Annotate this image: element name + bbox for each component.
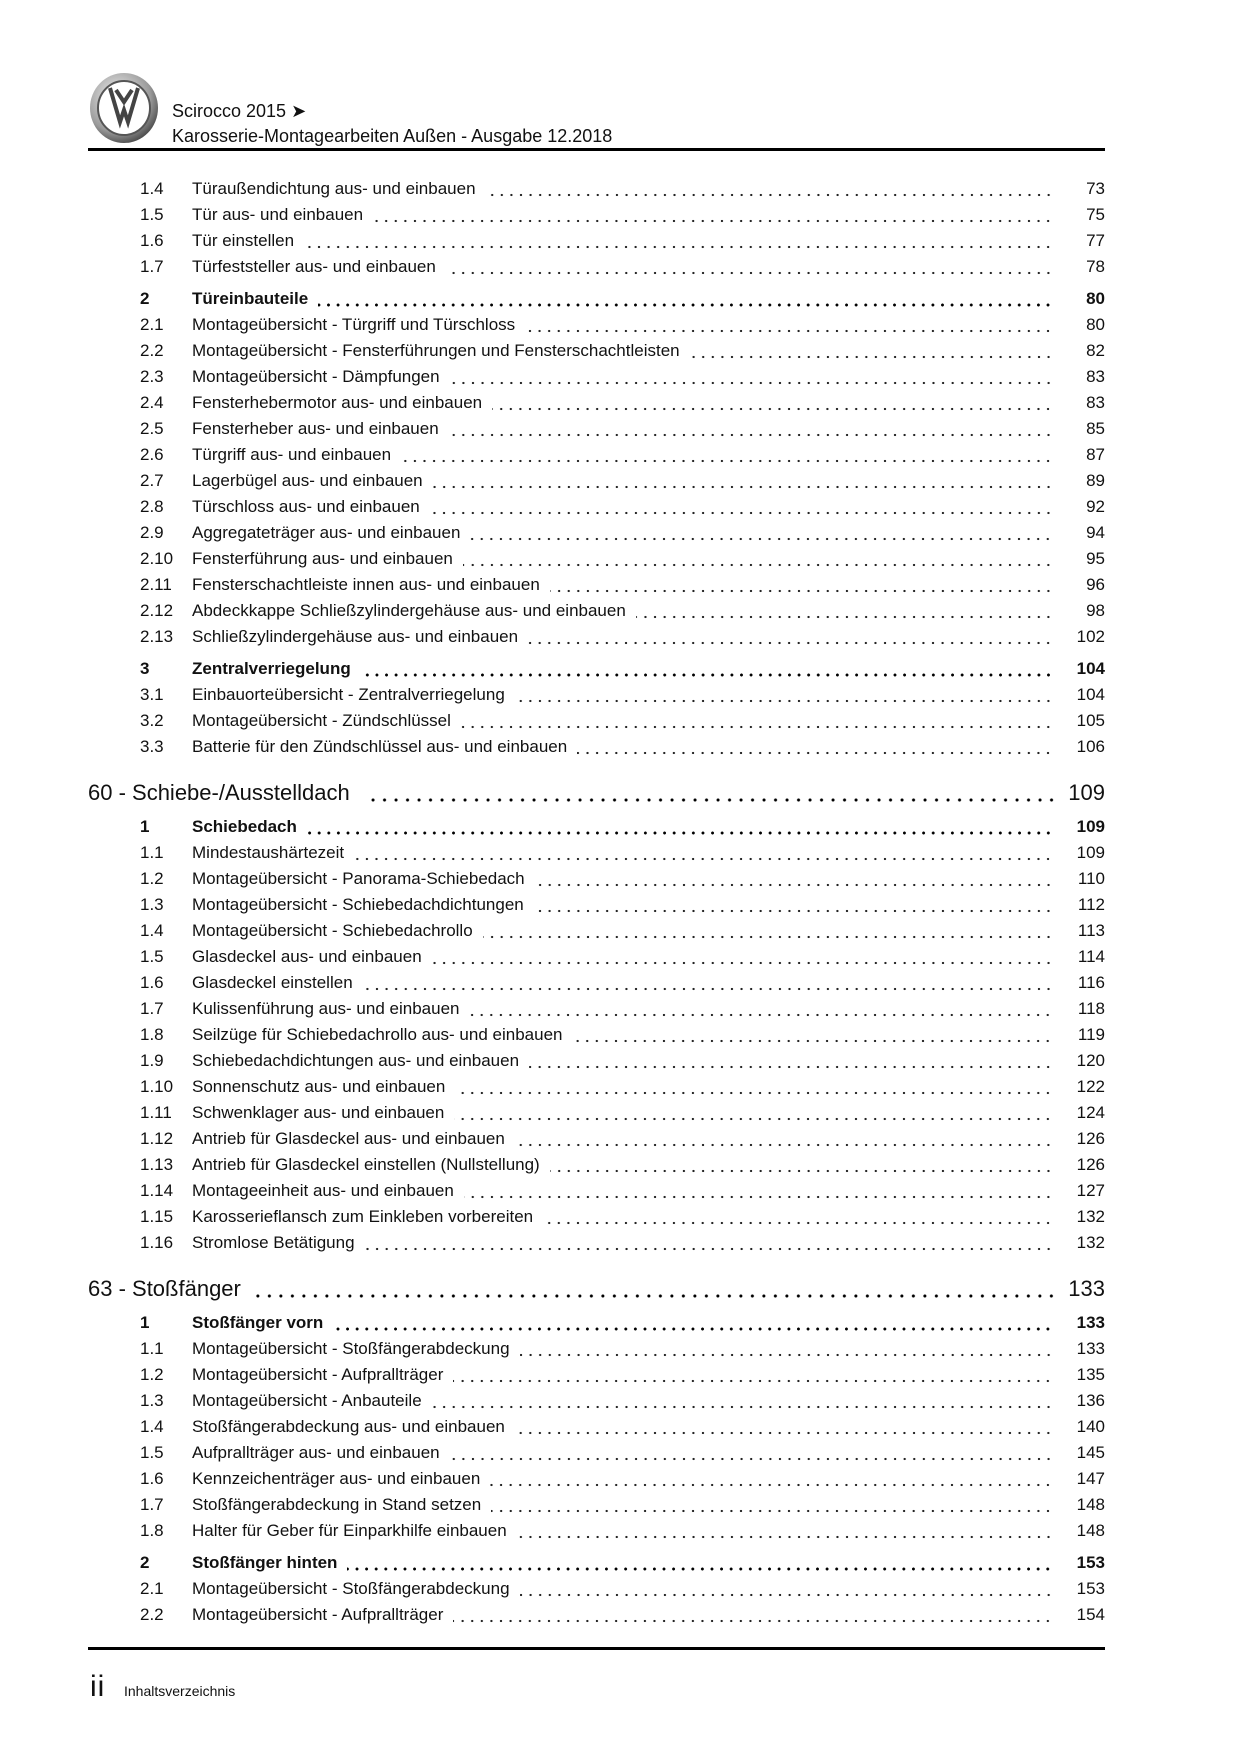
toc-title: Türaußendichtung aus- und einbauen [192, 179, 476, 198]
dot-leader [491, 1492, 1053, 1518]
toc-page: 80 [1086, 289, 1105, 308]
toc-page: 148 [1076, 1521, 1105, 1540]
toc-entry[interactable] [88, 390, 1105, 416]
toc-page: 96 [1086, 575, 1105, 594]
toc-entry[interactable] [88, 1178, 1105, 1204]
dot-leader [486, 176, 1053, 202]
toc-entry[interactable] [88, 364, 1105, 390]
toc-title: Fensterheber aus- und einbauen [192, 419, 439, 438]
dot-leader [534, 892, 1053, 918]
toc-number: 1.11 [140, 1103, 172, 1122]
dot-leader [550, 1152, 1053, 1178]
toc-title: Schiebedachdichtungen aus- und einbauen [192, 1051, 520, 1070]
toc-entry[interactable] [88, 1022, 1105, 1048]
toc-entry[interactable] [88, 1388, 1105, 1414]
toc-number: 3.2 [140, 711, 164, 730]
toc-page: 120 [1076, 1051, 1105, 1070]
toc-entry[interactable] [88, 1126, 1105, 1152]
toc-entry[interactable] [88, 572, 1105, 598]
toc-number: 1.3 [140, 1391, 164, 1410]
dot-leader [515, 1414, 1053, 1440]
toc-number: 1.12 [140, 1129, 174, 1148]
dot-leader [432, 1388, 1053, 1414]
toc-chapter[interactable] [88, 779, 1105, 807]
toc-page: 127 [1076, 1181, 1105, 1200]
toc-entry[interactable] [88, 996, 1105, 1022]
toc-number: 1.6 [140, 231, 164, 250]
dot-leader [470, 520, 1053, 546]
toc-page: 135 [1076, 1365, 1105, 1384]
dot-leader [464, 1178, 1053, 1204]
toc-page: 83 [1086, 393, 1105, 412]
toc-title: Montageübersicht - Schiebedachdichtungen [192, 895, 524, 914]
toc-page: 133 [1068, 1276, 1105, 1301]
toc-title: Kennzeichenträger aus- und einbauen [192, 1469, 481, 1488]
toc-title: Batterie für den Zündschlüssel aus- und einbauen [192, 737, 568, 756]
toc-number: 1.2 [140, 869, 164, 888]
dot-leader [453, 1602, 1053, 1628]
toc-number: 2.10 [140, 549, 174, 568]
footer-label: Inhaltsverzeichnis [124, 1683, 236, 1699]
dot-leader [517, 1518, 1053, 1544]
dot-leader [446, 254, 1053, 280]
toc-title: Montageübersicht - Stoßfängerabdeckung [192, 1579, 510, 1598]
toc-number: 2.12 [140, 601, 174, 620]
toc-entry[interactable] [88, 682, 1105, 708]
toc-title: Türschloss aus- und einbauen [192, 497, 420, 516]
toc-number: 1.8 [140, 1025, 164, 1044]
toc-title: Stoßfängerabdeckung aus- und einbauen [192, 1417, 505, 1436]
toc-page: 126 [1076, 1129, 1105, 1148]
toc-number: 1.3 [140, 895, 164, 914]
dot-leader [373, 202, 1053, 228]
toc-page: 153 [1076, 1553, 1105, 1572]
toc-entry[interactable] [88, 1074, 1105, 1100]
dot-leader [454, 1100, 1053, 1126]
toc-number: 2.2 [140, 1605, 164, 1624]
toc-section[interactable] [88, 814, 1105, 840]
toc-entry[interactable] [88, 624, 1105, 650]
toc-chapter[interactable] [88, 1275, 1105, 1303]
toc-number: 1.13 [140, 1155, 174, 1174]
toc-number: 2.8 [140, 497, 164, 516]
toc-title: Schwenklager aus- und einbauen [192, 1103, 445, 1122]
footer-rule [88, 1647, 1105, 1650]
dot-leader [577, 734, 1053, 760]
dot-leader [318, 286, 1053, 312]
toc-title: 60 - Schiebe-/Ausstelldach [88, 780, 350, 805]
toc-page: 92 [1086, 497, 1105, 516]
toc-section[interactable] [88, 1310, 1105, 1336]
toc-number: 1.4 [140, 921, 164, 940]
toc-number: 3.1 [140, 685, 164, 704]
toc-title: Montageübersicht - Türgriff und Türschloss [192, 315, 516, 334]
dot-leader [463, 546, 1053, 572]
toc-entry[interactable] [88, 254, 1105, 280]
toc-page: 87 [1086, 445, 1105, 464]
toc-number: 1 [140, 1313, 150, 1332]
table-of-contents [88, 176, 1105, 1628]
toc-title: Karosserieflansch zum Einkleben vorbereiten [192, 1207, 534, 1226]
toc-page: 110 [1077, 869, 1105, 888]
dot-leader [449, 416, 1053, 442]
toc-page: 94 [1086, 523, 1105, 542]
toc-number: 2.4 [140, 393, 164, 412]
toc-number: 1.15 [140, 1207, 174, 1226]
toc-entry[interactable] [88, 708, 1105, 734]
toc-number: 1.10 [140, 1077, 174, 1096]
toc-page: 118 [1077, 999, 1105, 1018]
toc-number: 1.14 [140, 1181, 174, 1200]
dot-leader [453, 1362, 1053, 1388]
toc-number: 2.7 [140, 471, 164, 490]
toc-section[interactable] [88, 1550, 1105, 1576]
dot-leader [432, 944, 1053, 970]
toc-title: Zentralverriegelung [192, 659, 351, 678]
toc-number: 2.11 [140, 575, 172, 594]
dot-leader [520, 1336, 1053, 1362]
toc-page: 114 [1077, 947, 1105, 966]
toc-number: 1.7 [140, 257, 164, 276]
toc-entry[interactable] [88, 866, 1105, 892]
toc-page: 119 [1077, 1025, 1105, 1044]
toc-entry[interactable] [88, 892, 1105, 918]
toc-number: 2.1 [140, 1579, 164, 1598]
header-rule [88, 148, 1105, 151]
document-subtitle: Karosserie-Montagearbeiten Außen - Ausgabe 12.2018 [172, 126, 613, 146]
toc-number: 2 [140, 1553, 150, 1572]
toc-number: 2.2 [140, 341, 164, 360]
dot-leader [515, 1126, 1053, 1152]
toc-entry[interactable] [88, 1576, 1105, 1602]
toc-entry[interactable] [88, 176, 1105, 202]
dot-leader [469, 996, 1053, 1022]
toc-entry[interactable] [88, 1518, 1105, 1544]
toc-title: Aggregateträger aus- und einbauen [192, 523, 461, 542]
toc-number: 1.8 [140, 1521, 164, 1540]
toc-entry[interactable] [88, 1230, 1105, 1256]
toc-number: 1.16 [140, 1233, 174, 1252]
toc-title: Antrieb für Glasdeckel aus- und einbauen [192, 1129, 505, 1148]
toc-number: 1.6 [140, 973, 164, 992]
toc-entry[interactable] [88, 520, 1105, 546]
page-number: ii [90, 1670, 106, 1703]
toc-page: 116 [1077, 973, 1105, 992]
toc-entry[interactable] [88, 1048, 1105, 1074]
toc-number: 1.5 [140, 947, 164, 966]
toc-page: 132 [1076, 1207, 1105, 1226]
dot-leader [450, 1440, 1053, 1466]
toc-title: Fensterhebermotor aus- und einbauen [192, 393, 483, 412]
toc-page: 106 [1076, 737, 1105, 756]
toc-number: 2.3 [140, 367, 164, 386]
toc-entry[interactable] [88, 1602, 1105, 1628]
toc-title: Montageübersicht - Stoßfängerabdeckung [192, 1339, 510, 1358]
dot-leader [364, 779, 1057, 807]
toc-page: 132 [1076, 1233, 1105, 1252]
toc-title: Montageübersicht - Aufprallträger [192, 1605, 444, 1624]
toc-title: Stoßfänger hinten [192, 1553, 338, 1572]
toc-page: 83 [1086, 367, 1105, 386]
toc-page: 104 [1076, 685, 1105, 704]
toc-title: Tür aus- und einbauen [192, 205, 364, 224]
toc-number: 2.1 [140, 315, 164, 334]
toc-entry[interactable] [88, 918, 1105, 944]
toc-page: 82 [1086, 341, 1105, 360]
toc-number: 1.5 [140, 205, 164, 224]
toc-title: 63 - Stoßfänger [88, 1276, 241, 1301]
toc-number: 1.6 [140, 1469, 164, 1488]
dot-leader [529, 1048, 1053, 1074]
dot-leader [528, 624, 1053, 650]
toc-title: Sonnenschutz aus- und einbauen [192, 1077, 446, 1096]
toc-number: 2 [140, 289, 150, 308]
toc-page: 105 [1076, 711, 1105, 730]
toc-title: Montageübersicht - Panorama-Schiebedach [192, 869, 525, 888]
document-title: Scirocco 2015 ➤ [172, 101, 307, 121]
toc-entry[interactable] [88, 1336, 1105, 1362]
toc-page: 102 [1076, 627, 1105, 646]
toc-entry[interactable] [88, 1100, 1105, 1126]
toc-entry[interactable] [88, 416, 1105, 442]
dot-leader [490, 1466, 1053, 1492]
toc-page: 73 [1086, 179, 1105, 198]
dot-leader [525, 312, 1053, 338]
dot-leader [363, 970, 1053, 996]
toc-page: 109 [1076, 843, 1105, 862]
toc-page: 148 [1076, 1495, 1105, 1514]
dot-leader [515, 682, 1053, 708]
toc-title: Montageübersicht - Fensterführungen und Fensterschachtleisten [192, 341, 680, 360]
toc-entry[interactable] [88, 494, 1105, 520]
toc-page: 78 [1086, 257, 1105, 276]
toc-entry[interactable] [88, 1440, 1105, 1466]
toc-title: Antrieb für Glasdeckel einstellen (Nullstellung) [192, 1155, 540, 1174]
dot-leader [450, 364, 1053, 390]
toc-number: 1.7 [140, 999, 164, 1018]
toc-title: Schließzylindergehäuse aus- und einbauen [192, 627, 519, 646]
toc-title: Fensterführung aus- und einbauen [192, 549, 453, 568]
dot-leader [361, 656, 1053, 682]
dot-leader [572, 1022, 1053, 1048]
toc-number: 3.3 [140, 737, 164, 756]
toc-entry[interactable] [88, 546, 1105, 572]
toc-title: Fensterschachtleiste innen aus- und einbauen [192, 575, 540, 594]
toc-number: 1.4 [140, 179, 164, 198]
toc-page: 98 [1086, 601, 1105, 620]
toc-title: Seilzüge für Schiebedachrollo aus- und einbauen [192, 1025, 563, 1044]
dot-leader [401, 442, 1053, 468]
toc-title: Glasdeckel aus- und einbauen [192, 947, 422, 966]
toc-number: 1 [140, 817, 150, 836]
toc-entry[interactable] [88, 1204, 1105, 1230]
toc-page: 113 [1077, 921, 1105, 940]
toc-entry[interactable] [88, 1414, 1105, 1440]
dot-leader [520, 1576, 1053, 1602]
toc-page: 75 [1086, 205, 1105, 224]
toc-entry[interactable] [88, 598, 1105, 624]
toc-title: Tür einstellen [192, 231, 295, 250]
toc-page: 85 [1086, 419, 1105, 438]
toc-title: Einbauorteübersicht - Zentralverriegelung [192, 685, 505, 704]
toc-title: Stoßfängerabdeckung in Stand setzen [192, 1495, 482, 1514]
toc-title: Kulissenführung aus- und einbauen [192, 999, 460, 1018]
toc-page: 89 [1086, 471, 1105, 490]
toc-section[interactable] [88, 656, 1105, 682]
dot-leader [365, 1230, 1053, 1256]
toc-number: 1.9 [140, 1051, 164, 1070]
vw-logo [88, 72, 160, 144]
toc-title: Türeinbauteile [192, 289, 309, 308]
toc-entry[interactable] [88, 1362, 1105, 1388]
toc-number: 1.1 [140, 1339, 164, 1358]
dot-leader [535, 866, 1053, 892]
toc-number: 3 [140, 659, 150, 678]
toc-title: Montageübersicht - Anbauteile [192, 1391, 422, 1410]
toc-page: 126 [1076, 1155, 1105, 1174]
toc-number: 1.1 [140, 843, 164, 862]
toc-title: Aufprallträger aus- und einbauen [192, 1443, 440, 1462]
toc-page: 109 [1068, 780, 1105, 805]
dot-leader [255, 1275, 1057, 1303]
toc-title: Türfeststeller aus- und einbauen [192, 257, 436, 276]
toc-page: 95 [1086, 549, 1105, 568]
toc-page: 133 [1076, 1339, 1105, 1358]
dot-leader [333, 1310, 1053, 1336]
toc-page: 133 [1076, 1313, 1105, 1332]
toc-title: Montageübersicht - Schiebedachrollo [192, 921, 473, 940]
toc-page: 77 [1086, 231, 1105, 250]
dot-leader [354, 840, 1053, 866]
toc-entry[interactable] [88, 840, 1105, 866]
toc-title: Glasdeckel einstellen [192, 973, 353, 992]
toc-page: 153 [1076, 1579, 1105, 1598]
dot-leader [433, 468, 1053, 494]
toc-entry[interactable] [88, 202, 1105, 228]
toc-number: 2.13 [140, 627, 174, 646]
toc-page: 112 [1077, 895, 1105, 914]
toc-title: Mindestaushärtezeit [192, 843, 345, 862]
toc-page: 109 [1076, 817, 1105, 836]
toc-page: 80 [1086, 315, 1105, 334]
toc-section[interactable] [88, 286, 1105, 312]
toc-page: 104 [1076, 659, 1105, 678]
toc-title: Montageeinheit aus- und einbauen [192, 1181, 454, 1200]
toc-number: 1.2 [140, 1365, 164, 1384]
toc-number: 2.9 [140, 523, 164, 542]
toc-entry[interactable] [88, 1466, 1105, 1492]
toc-entry[interactable] [88, 734, 1105, 760]
toc-number: 2.6 [140, 445, 164, 464]
toc-title: Stoßfänger vorn [192, 1313, 324, 1332]
toc-number: 1.5 [140, 1443, 164, 1462]
dot-leader [550, 572, 1053, 598]
toc-title: Lagerbügel aus- und einbauen [192, 471, 423, 490]
toc-entry[interactable] [88, 1152, 1105, 1178]
dot-leader [690, 338, 1053, 364]
dot-leader [307, 814, 1053, 840]
dot-leader [636, 598, 1053, 624]
toc-page: 147 [1076, 1469, 1105, 1488]
dot-leader [430, 494, 1053, 520]
toc-entry[interactable] [88, 442, 1105, 468]
toc-page: 136 [1076, 1391, 1105, 1410]
dot-leader [483, 918, 1053, 944]
toc-entry[interactable] [88, 312, 1105, 338]
dot-leader [304, 228, 1053, 254]
toc-number: 1.7 [140, 1495, 164, 1514]
dot-leader [455, 1074, 1053, 1100]
toc-title: Abdeckkappe Schließzylindergehäuse aus- und einbauen [192, 601, 626, 620]
toc-entry[interactable] [88, 338, 1105, 364]
dot-leader [347, 1550, 1053, 1576]
toc-title: Montageübersicht - Dämpfungen [192, 367, 440, 386]
dot-leader [492, 390, 1053, 416]
toc-number: 2.5 [140, 419, 164, 438]
toc-entry[interactable] [88, 970, 1105, 996]
toc-page: 145 [1076, 1443, 1105, 1462]
toc-entry[interactable] [88, 228, 1105, 254]
toc-page: 122 [1076, 1077, 1105, 1096]
toc-entry[interactable] [88, 944, 1105, 970]
toc-entry[interactable] [88, 468, 1105, 494]
toc-title: Schiebedach [192, 817, 297, 836]
toc-title: Halter für Geber für Einparkhilfe einbauen [192, 1521, 507, 1540]
toc-title: Montageübersicht - Aufprallträger [192, 1365, 444, 1384]
toc-entry[interactable] [88, 1492, 1105, 1518]
toc-title: Stromlose Betätigung [192, 1233, 355, 1252]
dot-leader [461, 708, 1053, 734]
toc-page: 140 [1076, 1417, 1105, 1436]
toc-number: 1.4 [140, 1417, 164, 1436]
toc-title: Montageübersicht - Zündschlüssel [192, 711, 451, 730]
toc-page: 124 [1076, 1103, 1105, 1122]
dot-leader [543, 1204, 1053, 1230]
toc-page: 154 [1076, 1605, 1105, 1624]
toc-title: Türgriff aus- und einbauen [192, 445, 392, 464]
